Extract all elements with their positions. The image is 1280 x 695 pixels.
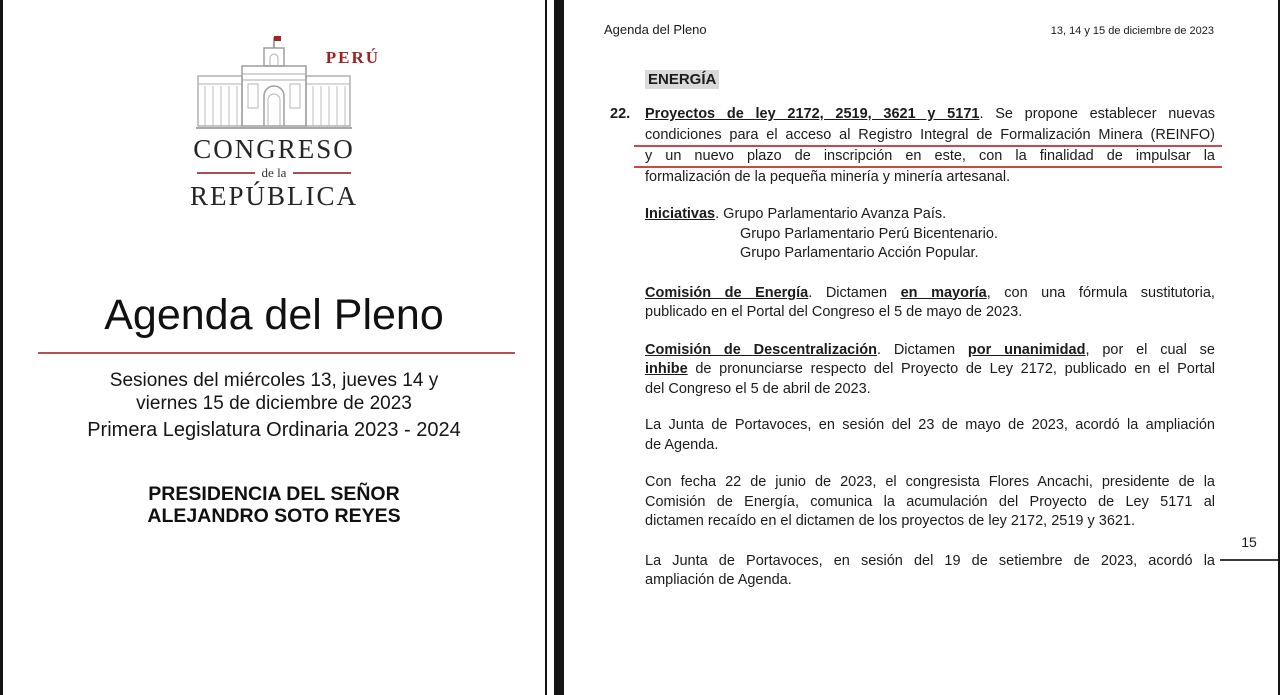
comision-desc-line-3: del Congreso el 5 de abril de 2023. bbox=[645, 380, 871, 397]
title-rule bbox=[38, 352, 515, 354]
agenda-item-22 bbox=[610, 104, 1216, 188]
sessions-line-1: Sesiones del miércoles 13, jueves 14 y bbox=[109, 370, 439, 391]
right-page bbox=[564, 0, 1280, 695]
item-bill-title: Proyectos de ley 2172, 2519, 3621 y 5171 bbox=[645, 106, 980, 122]
comision-energia-block bbox=[645, 284, 1215, 323]
logo-right-rule bbox=[293, 172, 351, 174]
comision-energia-strong: en mayoría bbox=[900, 284, 987, 301]
comision-energia-line-2: publicado en el Portal del Congreso el 5 de mayo de 2023. bbox=[645, 304, 1023, 320]
logo-congreso-text: CONGRESO bbox=[193, 134, 355, 164]
comision-desc-line-2 bbox=[645, 360, 1215, 380]
presidency-block bbox=[3, 483, 545, 527]
section-heading: ENERGÍA bbox=[645, 70, 719, 89]
cover-title: Agenda del Pleno bbox=[104, 291, 444, 339]
comision-desc-line-2-rest: de pronunciarse respecto del Proyecto de Ley 2172, publicado en el Portal bbox=[687, 361, 1215, 377]
junta1-line-2: de Agenda. bbox=[645, 436, 719, 453]
running-header bbox=[604, 22, 1214, 37]
iniciativas-line-1 bbox=[645, 205, 1215, 225]
page-number: 15 bbox=[1220, 534, 1278, 561]
junta1-line-1: La Junta de Portavoces, en sesión del 23 de mayo de 2023, acordó la ampliación bbox=[645, 417, 1215, 433]
sessions-line-2: viernes 15 de diciembre de 2023 bbox=[136, 393, 412, 414]
logo-republica-text: REPÚBLICA bbox=[189, 181, 359, 211]
item-line-4: formalización de la pequeña minería y minería artesanal. bbox=[645, 169, 1011, 185]
flag-icon bbox=[274, 36, 281, 41]
iniciativas-label: Iniciativas bbox=[645, 206, 716, 222]
junta-portavoces-paragraph-2 bbox=[645, 552, 1215, 591]
logo-dela-text: de la bbox=[261, 165, 287, 180]
comision-desc-rest: , por el cual se bbox=[1085, 341, 1215, 358]
iniciativas-line-2: Grupo Parlamentario Perú Bicentenario. bbox=[740, 225, 998, 242]
item-line-1-rest: . Se propone establecer nuevas bbox=[979, 106, 1216, 122]
fecha-line-3: dictamen recaído en el dictamen de los proyectos de ley 2172, 2519 y 3621. bbox=[645, 513, 1136, 529]
comision-energia-mid: . Dictamen bbox=[808, 284, 901, 301]
comision-desc-mid: . Dictamen bbox=[876, 341, 968, 358]
item-line-2 bbox=[645, 125, 1215, 146]
congress-logo bbox=[124, 34, 424, 210]
logo-dela-row bbox=[124, 165, 424, 181]
legislature-line: Primera Legislatura Ordinaria 2023 - 2024 bbox=[87, 419, 461, 441]
header-title: Agenda del Pleno bbox=[604, 22, 707, 37]
iniciativas-first: . Grupo Parlamentario Avanza País. bbox=[715, 206, 947, 222]
section-heading-row bbox=[645, 70, 1215, 89]
item-line-3 bbox=[645, 146, 1215, 167]
iniciativas-block bbox=[645, 205, 1215, 264]
logo-left-rule bbox=[197, 172, 255, 174]
con-fecha-paragraph bbox=[645, 473, 1215, 532]
comision-desc-line-1 bbox=[645, 341, 1215, 361]
congress-building-emblem bbox=[194, 34, 380, 134]
item-line-3-text: y un nuevo plazo de inscripción en este, con la finalidad de impulsar la bbox=[645, 148, 1215, 164]
item-line-2-text: condiciones para el acceso al Registro Integral de Formalización Minera (REINFO) bbox=[645, 127, 1215, 143]
junta-portavoces-paragraph-1 bbox=[645, 416, 1215, 455]
page-divider bbox=[554, 0, 564, 695]
header-date: 13, 14 y 15 de diciembre de 2023 bbox=[1050, 25, 1214, 37]
logo-country-label: PERÚ bbox=[325, 48, 380, 67]
presidency-line-1: PRESIDENCIA DEL SEÑOR bbox=[148, 483, 400, 505]
comision-energia-line-1 bbox=[645, 284, 1215, 304]
comision-desc-strong: por unanimidad bbox=[967, 341, 1086, 358]
comision-desc-inhibe: inhibe bbox=[645, 361, 688, 377]
cover-sessions bbox=[3, 369, 545, 415]
left-page bbox=[0, 0, 547, 695]
iniciativas-line-3: Grupo Parlamentario Acción Popular. bbox=[740, 245, 979, 261]
item-line-1 bbox=[645, 104, 1215, 125]
junta2-line-1: La Junta de Portavoces, en sesión del 19 de setiembre de 2023, acordó la bbox=[645, 552, 1215, 569]
comision-descentralizacion-block bbox=[645, 341, 1215, 400]
fecha-line-2: Comisión de Energía, comunica la acumulación del Proyecto de Ley 5171 al bbox=[645, 493, 1215, 510]
fecha-line-1: Con fecha 22 de junio de 2023, el congresista Flores Ancachi, presidente de la bbox=[645, 474, 1215, 490]
comision-desc-label: Comisión de Descentralización bbox=[645, 341, 877, 358]
comision-energia-rest: , con una fórmula sustitutoria, bbox=[986, 284, 1215, 301]
presidency-line-2: ALEJANDRO SOTO REYES bbox=[147, 505, 401, 527]
item-number: 22. bbox=[610, 106, 631, 122]
comision-energia-label: Comisión de Energía bbox=[645, 284, 809, 301]
junta2-line-2: ampliación de Agenda. bbox=[645, 572, 792, 588]
agenda-body bbox=[610, 62, 1216, 591]
